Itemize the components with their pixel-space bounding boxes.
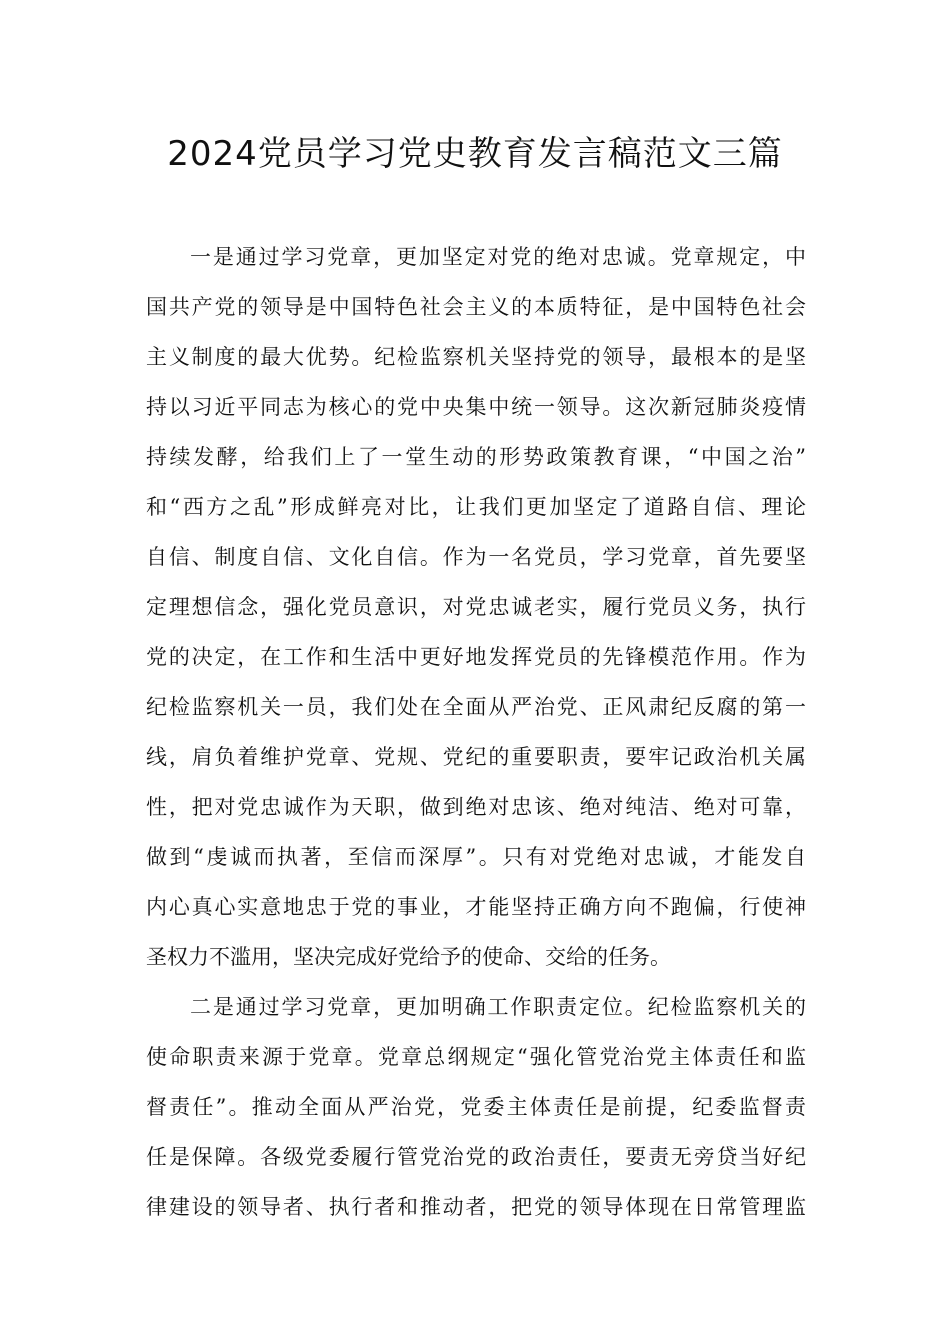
text-line: 做到“虔诚而执著，至信而深厚”。只有对党绝对忠诚，才能发自: [146, 845, 806, 869]
paragraph-2: [146, 982, 806, 1232]
paragraph-1: [146, 232, 806, 982]
text-line: 一是通过学习党章，更加坚定对党的绝对忠诚。党章规定，中: [190, 245, 806, 269]
text-line: 定理想信念，强化党员意识，对党忠诚老实，履行党员义务，执行: [146, 595, 806, 619]
text-line: 圣权力不滥用，坚决完成好党给予的使命、交给的任务。: [146, 945, 671, 969]
text-line: 国共产党的领导是中国特色社会主义的本质特征，是中国特色社会: [146, 295, 806, 319]
text-line: 线，肩负着维护党章、党规、党纪的重要职责，要牢记政治机关属: [146, 745, 806, 769]
text-line: 内心真心实意地忠于党的事业，才能坚持正确方向不跑偏，行使神: [146, 895, 806, 919]
text-line: 纪检监察机关一员，我们处在全面从严治党、正风肃纪反腐的第一: [146, 695, 806, 719]
text-line: 任是保障。各级党委履行管党治党的政治责任，要责无旁贷当好纪: [146, 1145, 806, 1169]
text-line: 持续发酵，给我们上了一堂生动的形势政策教育课，“中国之治”: [146, 445, 806, 469]
text-line: 性，把对党忠诚作为天职，做到绝对忠该、绝对纯洁、绝对可靠，: [146, 795, 806, 819]
text-line: 使命职责来源于党章。党章总纲规定“强化管党治党主体责任和监: [146, 1045, 806, 1069]
text-line: 律建设的领导者、执行者和推动者，把党的领导体现在日常管理监: [146, 1195, 806, 1219]
text-line: 和“西方之乱”形成鲜亮对比，让我们更加坚定了道路自信、理论: [146, 495, 806, 519]
text-line: 党的决定，在工作和生活中更好地发挥党员的先锋模范作用。作为: [146, 645, 806, 669]
text-line: 主义制度的最大优势。纪检监察机关坚持党的领导，最根本的是坚: [146, 345, 806, 369]
text-line: 督责任”。推动全面从严治党，党委主体责任是前提，纪委监督责: [146, 1095, 806, 1119]
document-body: [146, 232, 806, 1232]
document-title: 2024党员学习党史教育发言稿范文三篇: [167, 134, 783, 174]
text-line: 持以习近平同志为核心的党中央集中统一领导。这次新冠肺炎疫情: [146, 395, 806, 419]
text-line: 自信、制度自信、文化自信。作为一名党员，学习党章，首先要坚: [146, 545, 806, 569]
text-line: 二是通过学习党章，更加明确工作职责定位。纪检监察机关的: [190, 995, 806, 1019]
